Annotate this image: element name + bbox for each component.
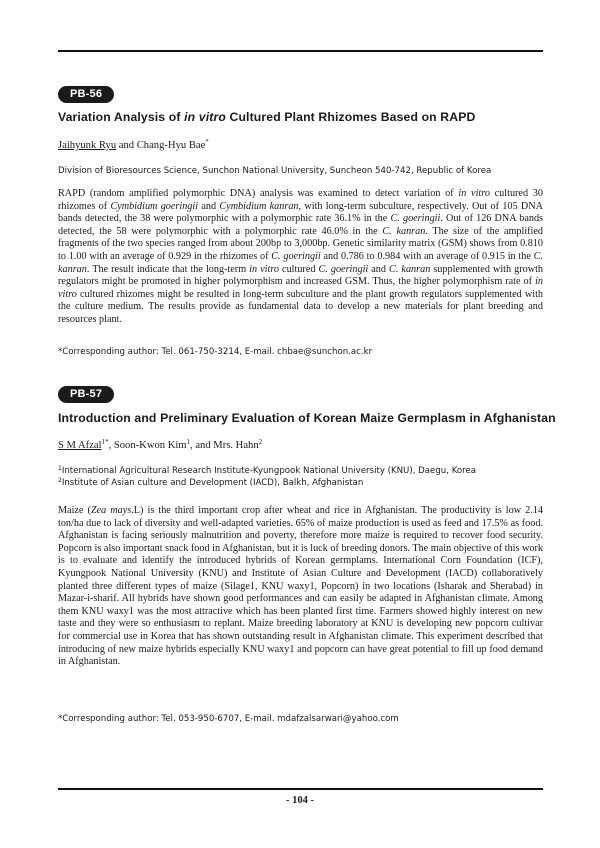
author-name: S M Afzal — [58, 440, 102, 451]
author-name: Chang-Hyu Bae — [136, 140, 206, 151]
italic-term: in vitro — [58, 276, 543, 300]
bottom-rule — [58, 788, 543, 790]
body-text: cultured 30 rhizomes of — [58, 188, 543, 212]
abstract-title — [58, 110, 548, 124]
author-name: Soon-Kwon Kim — [113, 440, 187, 451]
corresponding-author: *Corresponding author: Tel. 061-750-3214, E-mail. chbae@sunchon.ac.kr — [58, 347, 373, 357]
author-name: Mrs. Hahn — [213, 440, 259, 451]
italic-term: Cymbidium goeringii — [110, 200, 199, 212]
italic-term: Cymbidium kanran — [219, 200, 299, 212]
author-separator: and — [116, 140, 137, 151]
page-number: - 104 - — [286, 795, 314, 806]
author-list — [58, 140, 209, 151]
title-text: Variation Analysis of — [58, 110, 185, 124]
italic-term: in vitro — [249, 263, 280, 275]
corresponding-author: *Corresponding author: Tel. 053-950-6707, E-mail. mdafzalsarwari@yahoo.com — [58, 714, 399, 724]
affiliation-2 — [58, 477, 363, 489]
author-list — [58, 440, 262, 451]
body-text: and 0.786 to 0.984 with an average of 0.915 in the — [320, 250, 534, 262]
italic-term: C. kanran — [382, 225, 426, 237]
author-mark: 2 — [258, 438, 263, 446]
italic-term: C. goeringii — [318, 263, 369, 275]
affiliation-text: International Agricultural Research Institute-Kyungpook National University (KNU), Daegu, Korea — [61, 466, 477, 476]
affiliation-mark: 2 — [58, 477, 62, 484]
italic-term: C. goeringii — [390, 213, 441, 225]
author-separator: , — [108, 440, 114, 451]
abstract-body — [58, 505, 543, 669]
title-text: Cultured Plant Rhizomes Based on RAPD — [225, 110, 476, 124]
abstract-title: Introduction and Preliminary Evaluation of Korean Maize Germplasm in Afghanistan — [58, 411, 556, 425]
body-text: Maize ( — [58, 505, 91, 516]
italic-term: C. kanran — [389, 263, 431, 275]
body-text: supplemented with growth regulators might be promoted in higher polymorphism and increased GSM. Thus, the higher polymorphism rate of — [58, 263, 543, 288]
author-name: Jaihyunk Ryu — [58, 140, 117, 151]
top-rule — [58, 50, 543, 52]
abstract-badge: PB-56 — [58, 86, 114, 103]
author-mark: * — [205, 138, 209, 146]
body-text: , with long-term subculture, respectively. Out of 105 DNA bands detected, the 38 were polymorphic with a polymorphic rate 36.1% in the — [58, 200, 543, 225]
body-text: and — [198, 200, 220, 212]
affiliation: Division of Bioresources Science, Sunchon National University, Suncheon 540-742, Republic of Korea — [58, 166, 492, 176]
italic-term: C. goeringii — [271, 250, 321, 262]
affiliation-1 — [58, 465, 476, 477]
affiliation-text: Institute of Asian culture and Development (IACD), Balkh, Afghanistan — [61, 478, 364, 488]
affiliation-mark: 1 — [58, 465, 62, 472]
body-text: cultured — [279, 263, 319, 275]
author-mark: 1* — [101, 438, 109, 446]
author-mark: 1 — [186, 438, 191, 446]
body-text: cultured rhizomes might be resulted in long-term subculture and the plant growth regulators supplemented with the culture medium. The results provide as fundamental data to develop a new materials for plant breeding and resources plant. — [58, 288, 543, 325]
italic-term: in vitro — [458, 188, 490, 199]
body-text: . The size of the amplified fragments of the two species ranged from about 200bp to 3,000bp. Genetic similarity matrix (GSM) shows from 0.810 to 1.00 with an average of 0.929 in the rhizomes of — [58, 225, 543, 262]
abstract-badge: PB-57 — [58, 386, 114, 403]
body-text: . Out of 126 DNA bands detected, the 58 were polymorphic with a polymorphic rate 46.0% in the — [58, 213, 543, 237]
body-text: and — [368, 263, 390, 275]
italic-term: C. kanran — [58, 250, 543, 275]
abstract-body — [58, 188, 543, 327]
body-text: . The result indicate that the long-term — [86, 263, 250, 275]
author-separator: , and — [190, 440, 214, 451]
body-text: RAPD (random amplified polymorphic DNA) analysis was examined to detect variation of — [58, 188, 459, 199]
italic-term: Zea mays — [90, 505, 132, 516]
title-italic: in vitro — [184, 110, 226, 124]
body-text: .L) is the third important crop after wheat and rice in Afghanistan. The productivity is low 2.14 ton/ha due to lack of diversity and well-adapted varieties. 65% of maize production is used as feed and 17.5% as food. Afghanistan is facing seriously malnutrition and poverty, therefore more maize is required to recover food security. Popcorn is also important snack food in Afghanistan, but it is luck of breeding donors. The main objective of this work is to evaluate and identify the introduced hybrids of Korean germplams. International Corn Foundation (ICF), Kyungpook National University (KNU) and Institute of Asian Culture and Development (IACD) collaboratively planted three different types of maize (Silage1, KNU waxy1, Popcorn) in two locations (Isharak and Sherabad) in Mazar-i-sharif. All hybrids have shown good performances and can easily be adapted in Afghanistan climate. Among them KNU waxy1 was the most attractive which has been planted first time. Farmers showed highly interest on new taste and they were so enthusiasm to replant. Maize breeding laboratory at KNU is developing new popcorn cultivar for commercial use in Korea that has shown outstanding result in Afghanistan climate. This experiment described that introducing of new maize hybrids especially KNU waxy1 and popcorn can have great potential to fill up food demand in Afghanistan. — [58, 505, 543, 668]
